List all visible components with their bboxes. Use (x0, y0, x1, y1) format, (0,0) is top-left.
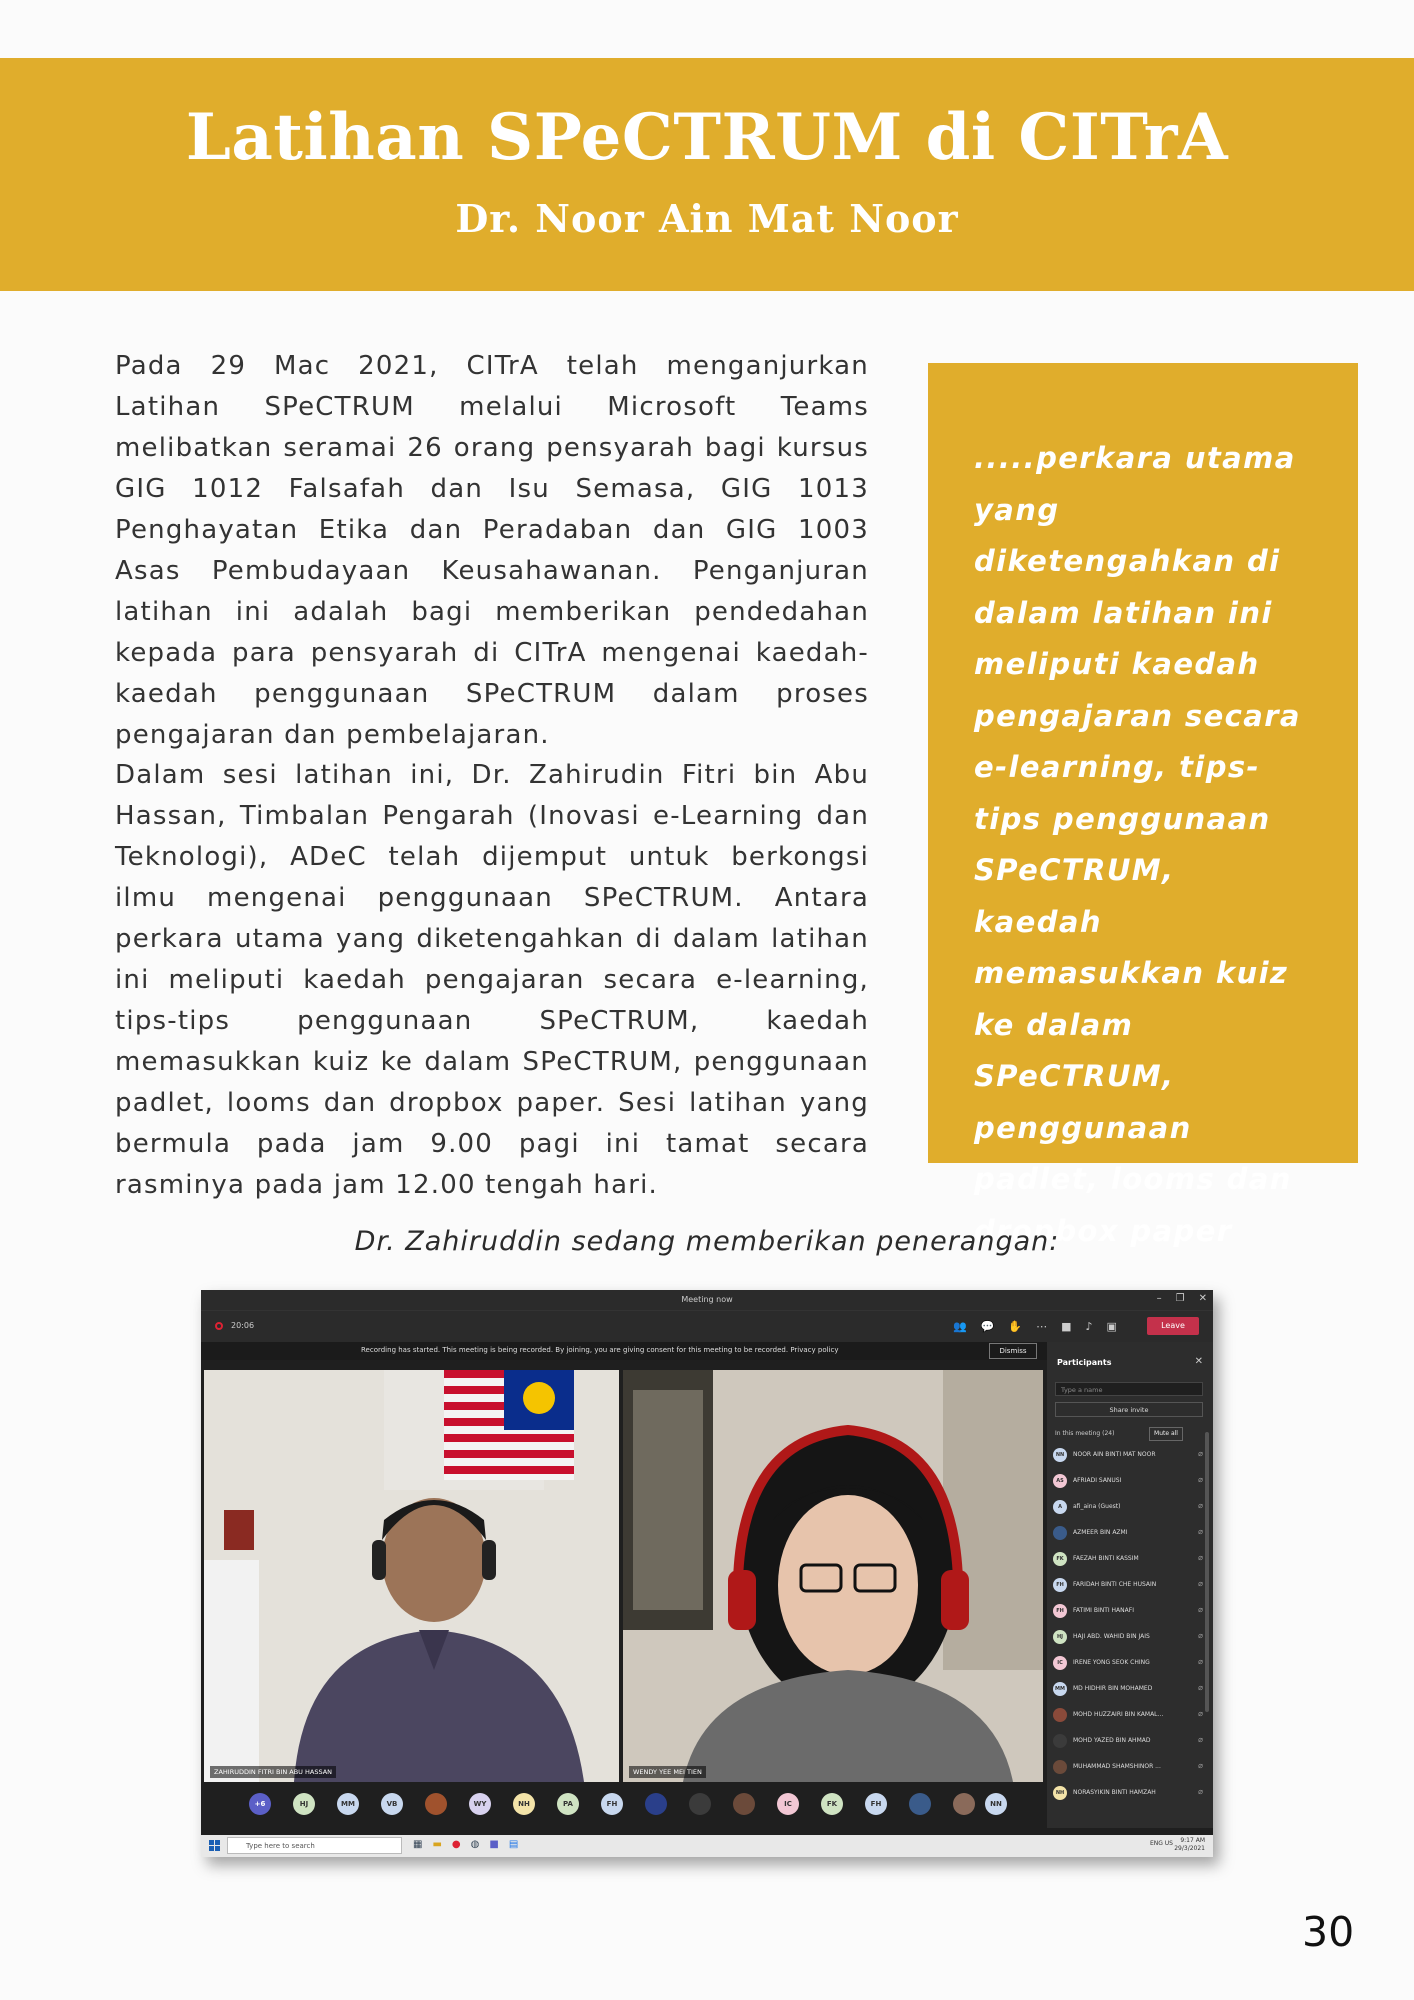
avatar (909, 1793, 931, 1815)
participant-row (1053, 1472, 1203, 1490)
avatar: VB (381, 1793, 403, 1815)
mic-off-icon: ⌀ (1198, 1449, 1203, 1458)
avatar (1053, 1526, 1067, 1540)
mic-off-icon: ⌀ (1198, 1475, 1203, 1484)
recording-icon (215, 1322, 223, 1330)
app-icon: ▤ (508, 1839, 519, 1850)
participant-name: FARIDAH BINTI CHE HUSAIN (1073, 1581, 1157, 1588)
app-icon: ◍ (470, 1839, 480, 1850)
participant-row (1053, 1446, 1203, 1464)
meeting-timer: 20:06 (231, 1321, 255, 1330)
participant-name: NORASYIKIN BINTI HAMZAH (1073, 1789, 1156, 1796)
mic-off-icon: ⌀ (1198, 1553, 1203, 1562)
participant-row (1053, 1524, 1203, 1542)
in-meeting-count: In this meeting (24) (1055, 1430, 1115, 1437)
participant-row (1053, 1550, 1203, 1568)
teams-meeting-toolbar (201, 1310, 1213, 1343)
minimize-icon: – (1156, 1293, 1162, 1304)
chrome-icon: ● (451, 1839, 461, 1850)
participant-row (1053, 1680, 1203, 1698)
mic-off-icon: ⌀ (1198, 1579, 1203, 1588)
teams-title-bar (201, 1290, 1213, 1310)
participant-name: MD HIDHIR BIN MOHAMED (1073, 1685, 1153, 1692)
avatar: FK (1053, 1552, 1067, 1566)
participant-name: afi_aina (Guest) (1073, 1503, 1121, 1510)
participant-name: MUHAMMAD SHAMSHINOR ... (1073, 1763, 1161, 1770)
teams-window-title: Meeting now (681, 1295, 733, 1304)
avatar (689, 1793, 711, 1815)
pull-quote-text: .....perkara utama yang diketengahkan di dalam latihan ini meliputi kaedah pengajaran secara e-learning, tips-tips penggunaan SPeCTRUM, kaedah memasukkan kuiz ke dalam SPeCTRUM, penggunaan padlet, looms dan dropbox paper (974, 441, 1301, 1248)
title-banner (0, 58, 1414, 291)
participant-name: MOHD HUZZAIRI BIN KAMAL... (1073, 1711, 1164, 1718)
participant-row (1053, 1654, 1203, 1672)
speaker-left-name: ZAHIRUDDIN FITRI BIN ABU HASSAN (210, 1766, 336, 1778)
avatar-overflow: +6 (249, 1793, 271, 1815)
avatar: A (1053, 1500, 1067, 1514)
close-icon: ✕ (1194, 1356, 1203, 1367)
participants-icon: 👥 (953, 1320, 967, 1333)
avatar: FH (1053, 1578, 1067, 1592)
avatar: NN (1053, 1448, 1067, 1462)
task-view-icon: ▦ (413, 1839, 423, 1850)
avatar (953, 1793, 975, 1815)
mic-icon: ♪ (1085, 1320, 1093, 1333)
participant-name: AZMEER BIN AZMI (1073, 1529, 1128, 1536)
taskbar-clock (1174, 1837, 1205, 1853)
windows-start-icon (209, 1840, 220, 1851)
participant-row (1053, 1784, 1203, 1802)
participant-row (1053, 1602, 1203, 1620)
recording-notice: Recording has started. This meeting is being recorded. By joining, you are giving consent for this meeting to be recorded. Privacy policy (361, 1346, 839, 1354)
avatar-self: NN (985, 1793, 1007, 1815)
avatar: NH (513, 1793, 535, 1815)
scrollbar (1205, 1432, 1209, 1712)
participant-name: HAJI ABD. WAHID BIN JAIS (1073, 1633, 1150, 1640)
avatar (645, 1793, 667, 1815)
windows-taskbar (201, 1835, 1213, 1857)
article-author: Dr. Noor Ain Mat Noor (455, 196, 959, 241)
mic-off-icon: ⌀ (1198, 1761, 1203, 1770)
dismiss-button: Dismiss (989, 1343, 1037, 1359)
taskbar-apps (413, 1839, 518, 1850)
avatar (1053, 1760, 1067, 1774)
mic-off-icon: ⌀ (1198, 1501, 1203, 1510)
avatar: NH (1053, 1786, 1067, 1800)
participant-row (1053, 1628, 1203, 1646)
participant-name: FAEZAH BINTI KASSIM (1073, 1555, 1139, 1562)
avatar: HJ (1053, 1630, 1067, 1644)
maximize-icon: ❐ (1175, 1293, 1185, 1304)
recording-banner (201, 1342, 1047, 1360)
share-icon: ▣ (1106, 1320, 1117, 1333)
avatar: MM (1053, 1682, 1067, 1696)
avatar: IC (1053, 1656, 1067, 1670)
avatar: WY (469, 1793, 491, 1815)
avatar: PA (557, 1793, 579, 1815)
participant-row (1053, 1758, 1203, 1776)
window-controls (1157, 1293, 1207, 1304)
avatar (1053, 1708, 1067, 1722)
participant-name: AFRIADI SANUSI (1073, 1477, 1122, 1484)
avatar: FH (1053, 1604, 1067, 1618)
participant-row (1053, 1706, 1203, 1724)
camera-icon: ■ (1061, 1320, 1072, 1333)
leave-button: Leave (1147, 1317, 1199, 1335)
avatar (733, 1793, 755, 1815)
avatar: FH (865, 1793, 887, 1815)
participant-name: NOOR AIN BINTI MAT NOOR (1073, 1451, 1156, 1458)
participants-panel (1047, 1342, 1213, 1828)
video-tile-speaker-left (204, 1370, 619, 1782)
avatar: MM (337, 1793, 359, 1815)
mic-off-icon: ⌀ (1198, 1657, 1203, 1666)
figure-caption: Dr. Zahiruddin sedang memberikan penerangan: (354, 1226, 1060, 1257)
taskbar-search: Type here to search (227, 1837, 402, 1854)
participant-name: FATIMI BINTI HANAFI (1073, 1607, 1134, 1614)
chat-icon: 💬 (980, 1320, 995, 1333)
mic-off-icon: ⌀ (1198, 1735, 1203, 1744)
participant-row (1053, 1576, 1203, 1594)
teams-meeting-screenshot (201, 1290, 1213, 1857)
share-invite-button: Share invite (1055, 1402, 1203, 1417)
avatar (1053, 1734, 1067, 1748)
avatar (425, 1793, 447, 1815)
mic-off-icon: ⌀ (1198, 1787, 1203, 1796)
reactions-icon: ✋ (1008, 1320, 1023, 1333)
mic-off-icon: ⌀ (1198, 1683, 1203, 1692)
article-title: Latihan SPeCTRUM di CITrA (185, 100, 1229, 175)
participant-row (1053, 1732, 1203, 1750)
participant-avatar-strip (201, 1784, 1047, 1828)
avatar: FH (601, 1793, 623, 1815)
avatar: FK (821, 1793, 843, 1815)
close-icon: ✕ (1198, 1293, 1207, 1304)
teams-icon: ■ (489, 1839, 499, 1850)
more-icon: ⋯ (1036, 1320, 1048, 1333)
speaker-right-name: WENDY YEE MEI TIEN (629, 1766, 706, 1778)
mic-off-icon: ⌀ (1198, 1631, 1203, 1640)
body-paragraph-1: Pada 29 Mac 2021, CITrA telah menganjurkan Latihan SPeCTRUM melalui Microsoft Teams melibatkan seramai 26 orang pensyarah bagi kursus GIG 1012 Falsafah dan Isu Semasa, GIG 1013 Penghayatan Etika dan Peradaban dan GIG 1003 Asas Pembudayaan Keusahawanan. Penganjuran latihan ini adalah bagi memberikan pendedahan kepada para pensyarah di CITrA mengenai kaedah-kaedah penggunaan SPeCTRUM dalam proses pengajaran dan pembelajaran. (115, 351, 869, 750)
video-tile-speaker-right (623, 1370, 1043, 1782)
speaker-right-photo (623, 1370, 1043, 1782)
meeting-controls (953, 1320, 1117, 1333)
pull-quote-box (928, 363, 1358, 1248)
tray-language: ENG US (1149, 1840, 1173, 1847)
folder-icon: ▬ (432, 1839, 442, 1850)
clock-date: 29/3/2021 (1174, 1845, 1205, 1852)
mic-off-icon: ⌀ (1198, 1605, 1203, 1614)
participant-name: MOHD YAZED BIN AHMAD (1073, 1737, 1151, 1744)
page-number: 30 (1302, 1908, 1355, 1956)
body-paragraph-2: Dalam sesi latihan ini, Dr. Zahirudin Fitri bin Abu Hassan, Timbalan Pengarah (Inovasi e-Learning dan Teknologi), ADeC telah dijemput untuk berkongsi ilmu mengenai penggunaan SPeCTRUM. Antara perkara utama yang diketengahkan di dalam latihan ini meliputi kaedah pengajaran secara e-learning, tips-tips penggunaan SPeCTRUM, kaedah memasukkan kuiz ke dalam SPeCTRUM, penggunaan padlet, looms dan dropbox paper. Sesi latihan yang bermula pada jam 9.00 pagi ini tamat secara rasminya pada jam 12.00 tengah hari. (115, 760, 869, 1200)
participants-title: Participants (1057, 1358, 1112, 1367)
participant-name: IRENE YONG SEOK CHING (1073, 1659, 1150, 1666)
mic-off-icon: ⌀ (1198, 1527, 1203, 1536)
mic-off-icon: ⌀ (1198, 1709, 1203, 1718)
clock-time: 9:17 AM (1180, 1837, 1205, 1844)
participant-search: Type a name (1055, 1382, 1203, 1396)
mute-all-button: Mute all (1149, 1427, 1183, 1441)
participant-row (1053, 1498, 1203, 1516)
avatar: IC (777, 1793, 799, 1815)
flag-graphic (444, 1370, 574, 1480)
speaker-left-photo (204, 1370, 619, 1782)
avatar: HJ (293, 1793, 315, 1815)
avatar: AS (1053, 1474, 1067, 1488)
